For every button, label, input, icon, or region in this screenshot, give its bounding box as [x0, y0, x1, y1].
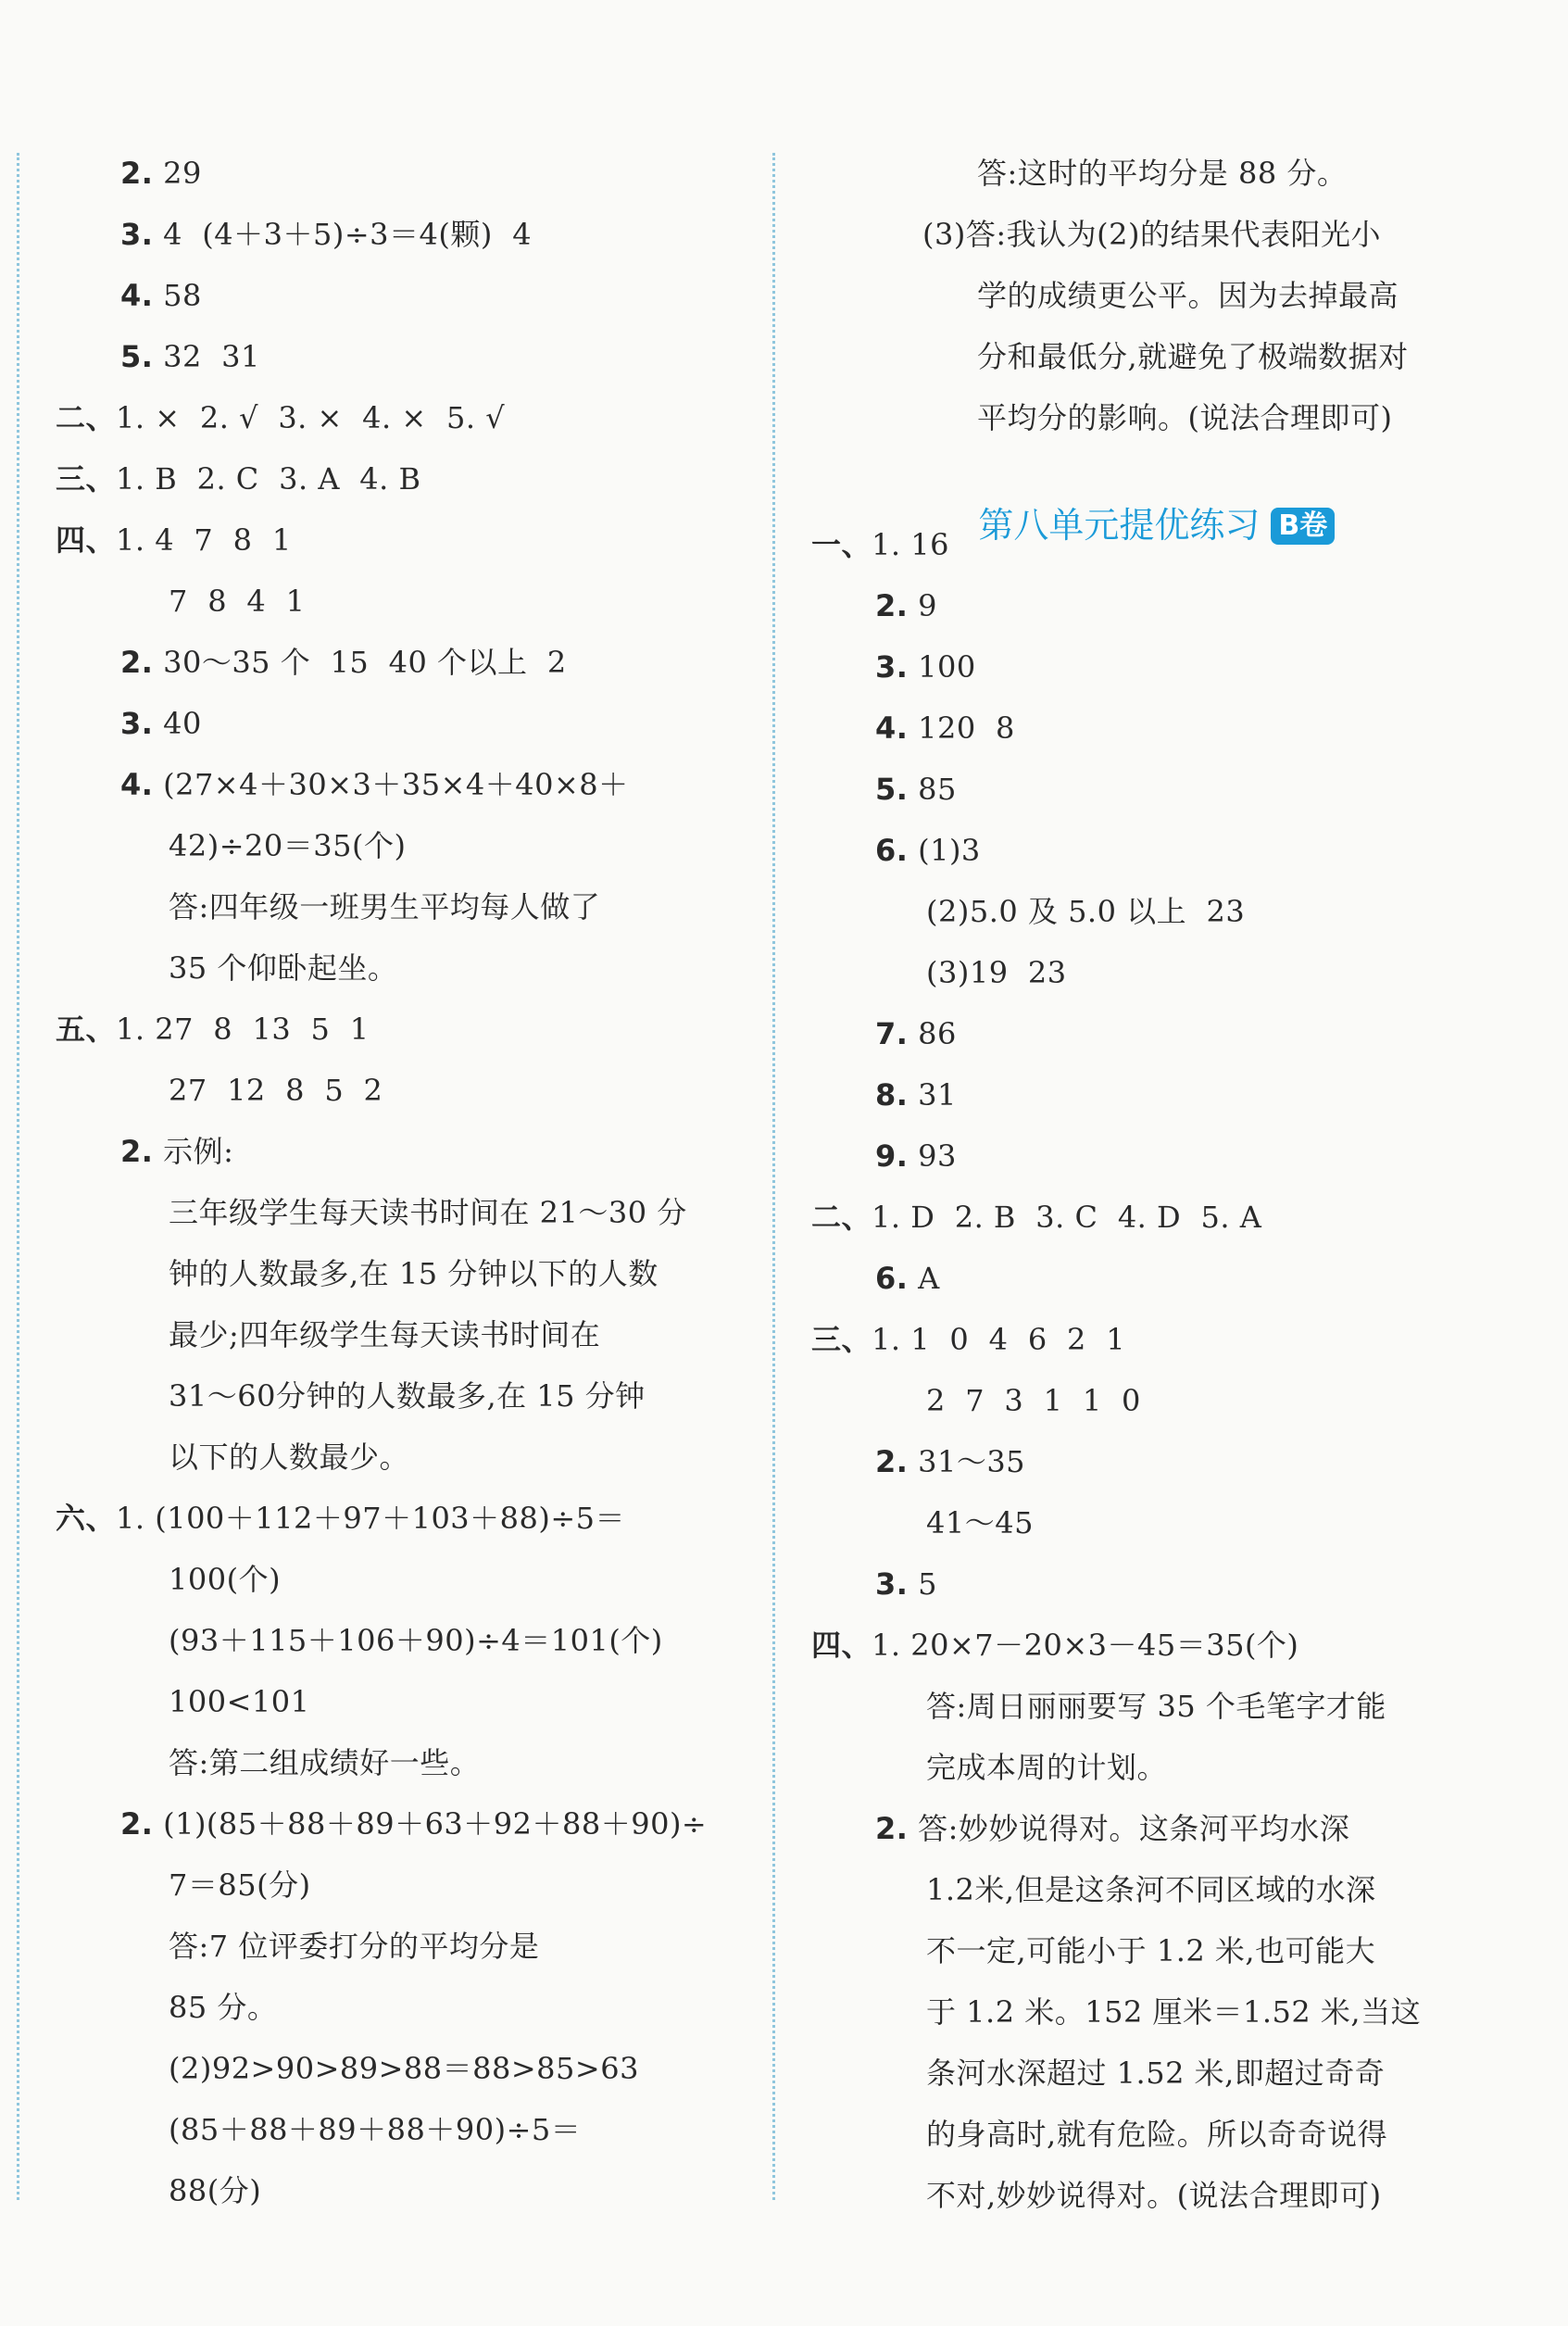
answer-text: 1. 20×7－20×3－45＝35(个) [872, 1628, 1299, 1663]
answer-text: 答:7 位评委打分的平均分是 [169, 1929, 540, 1964]
answer-line [926, 1502, 1034, 1543]
answer-line [169, 2109, 581, 2150]
answer-line [169, 1437, 409, 1477]
answer-line [169, 1192, 687, 1233]
answer-text: 31～60分钟的人数最多,在 15 分钟 [169, 1378, 646, 1414]
answer-line [120, 703, 202, 744]
answer-line [926, 1747, 1167, 1788]
answer-line [120, 336, 260, 377]
answer-line [875, 1258, 940, 1299]
answer-line [169, 948, 397, 988]
section-number: 三、 [811, 1322, 872, 1357]
answer-line [169, 581, 305, 622]
question-number: 2. [120, 156, 154, 191]
answer-line [926, 1686, 1386, 1727]
answer-text: 三年级学生每天读书时间在 21～30 分 [169, 1195, 687, 1230]
answer-text: (1)(85＋88＋89＋63＋92＋88＋90)÷ [153, 1806, 708, 1842]
answer-text: 答:周日丽丽要写 35 个毛笔字才能 [926, 1689, 1386, 1724]
answer-line [977, 397, 1392, 438]
question-number: 2. [875, 1811, 909, 1846]
section-number: 一、 [811, 527, 872, 562]
answer-line [875, 1441, 1025, 1482]
answer-line [169, 2170, 261, 2211]
answer-line [169, 825, 406, 866]
answer-text: (3)答:我认为(2)的结果代表阳光小 [922, 217, 1381, 252]
answer-line [922, 214, 1381, 255]
answer-line [120, 1804, 707, 1844]
question-number: 3. [120, 217, 154, 252]
answer-text: 钟的人数最多,在 15 分钟以下的人数 [169, 1256, 659, 1291]
answer-text: 1. (100＋112＋97＋103＋88)÷5＝ [116, 1501, 626, 1536]
question-number: 3. [875, 649, 909, 685]
answer-text: 答:这时的平均分是 88 分。 [977, 156, 1348, 191]
section-number: 三、 [56, 461, 117, 497]
section-number: 六、 [56, 1501, 117, 1536]
answer-text: 不一定,可能小于 1.2 米,也可能大 [926, 1933, 1376, 1968]
section-heading [934, 456, 1335, 595]
answer-line [926, 1992, 1421, 2032]
answer-line [926, 2114, 1387, 2155]
answer-text: 条河水深超过 1.52 米,即超过奇奇 [926, 2056, 1386, 2091]
answer-text: 93 [908, 1138, 957, 1174]
answer-text: 1. × 2. √ 3. × 4. × 5. √ [116, 400, 506, 435]
answer-text: 30～35 个 15 40 个以上 2 [153, 645, 567, 680]
answer-line [120, 642, 567, 683]
answer-line [875, 769, 957, 810]
answer-text: 42)÷20＝35(个) [169, 828, 407, 863]
answer-line [926, 1380, 1141, 1421]
answer-text: 1. D 2. B 3. C 4. D 5. A [872, 1200, 1262, 1235]
answer-line [56, 459, 420, 499]
answer-text: 最少;四年级学生每天读书时间在 [169, 1317, 601, 1352]
answer-line [926, 952, 1067, 993]
answer-text: 答:妙妙说得对。这条河平均水深 [908, 1811, 1350, 1846]
answer-line [120, 214, 532, 255]
answer-line [811, 1319, 1125, 1360]
answer-text: 示例: [153, 1134, 234, 1169]
answer-line [926, 1930, 1375, 1971]
answer-line [169, 1926, 539, 1967]
answer-line [875, 1013, 957, 1054]
answer-line [875, 585, 937, 626]
answer-line [875, 1564, 937, 1604]
answer-line [169, 1742, 480, 1783]
answer-text: 答:第二组成绩好一些。 [169, 1745, 481, 1780]
section-title: 第八单元提优练习 [978, 505, 1261, 546]
question-number: 4. [120, 278, 154, 313]
answer-line [875, 647, 976, 687]
answer-text: 9 [908, 588, 937, 623]
section-number: 二、 [811, 1200, 872, 1235]
answer-text: 100 [908, 649, 976, 685]
answer-line [811, 1625, 1298, 1666]
answer-line [977, 275, 1399, 316]
answer-text: (2)92>90>89>88＝88>85>63 [169, 2051, 639, 2086]
answer-line [926, 891, 1245, 932]
answer-text: 答:四年级一班男生平均每人做了 [169, 889, 601, 924]
answer-line [169, 2048, 639, 2089]
answer-text: 29 [153, 156, 202, 191]
question-number: 6. [875, 833, 909, 868]
question-number: 4. [875, 710, 909, 746]
answer-line [169, 1070, 383, 1111]
question-number: 4. [120, 767, 154, 802]
section-number: 四、 [811, 1628, 872, 1663]
question-number: 6. [875, 1261, 909, 1296]
answer-text: 88(分) [169, 2173, 262, 2208]
answer-text: (93＋115＋106＋90)÷4＝101(个) [169, 1623, 663, 1658]
answer-text: 平均分的影响。(说法合理即可) [977, 400, 1393, 435]
answer-text: 35 个仰卧起坐。 [169, 950, 398, 986]
answer-text: 85 分。 [169, 1990, 278, 2025]
answer-line [169, 1987, 277, 2028]
answer-line [875, 1136, 957, 1176]
answer-line [56, 397, 505, 438]
answer-line [926, 2175, 1382, 2216]
answer-text: (1)3 [908, 833, 981, 868]
answer-line [169, 1376, 646, 1416]
answer-line [811, 1197, 1261, 1238]
answer-line [977, 153, 1347, 194]
answer-text: 7＝85(分) [169, 1867, 311, 1903]
question-number: 2. [875, 588, 909, 623]
answer-text: 31 [908, 1077, 957, 1113]
answer-text: 完成本周的计划。 [926, 1750, 1168, 1785]
answer-text: 31～35 [908, 1444, 1026, 1479]
answer-text: 41～45 [926, 1505, 1034, 1540]
answer-text: 58 [153, 278, 202, 313]
answer-line [56, 520, 292, 560]
answer-text: (85＋88＋89＋88＋90)÷5＝ [169, 2112, 582, 2147]
answer-line [875, 830, 981, 871]
answer-line [56, 1498, 625, 1539]
answer-text: 1. 16 [872, 527, 949, 562]
question-number: 2. [875, 1444, 909, 1479]
answer-line [169, 1559, 281, 1600]
answer-text: 85 [908, 772, 957, 807]
answer-text: (2)5.0 及 5.0 以上 23 [926, 894, 1246, 929]
answer-text: 1. 4 7 8 1 [116, 522, 292, 558]
question-number: 2. [120, 1134, 154, 1169]
question-number: 5. [120, 339, 154, 374]
question-number: 9. [875, 1138, 909, 1174]
answer-line [169, 1865, 311, 1905]
answer-text: 以下的人数最少。 [169, 1440, 410, 1475]
answer-text: 的身高时,就有危险。所以奇奇说得 [926, 2117, 1388, 2152]
answer-line [169, 886, 600, 927]
answer-text: 1. 1 0 4 6 2 1 [872, 1322, 1126, 1357]
answer-line [977, 336, 1409, 377]
question-number: 2. [120, 1806, 154, 1842]
answer-text: 1. 27 8 13 5 1 [116, 1012, 370, 1047]
section-number: 二、 [56, 400, 117, 435]
answer-line [169, 1314, 600, 1355]
left-margin-divider [17, 153, 19, 2200]
answer-line [926, 2053, 1385, 2093]
answer-line [875, 708, 1015, 748]
answer-line [169, 1253, 659, 1294]
answer-text: 分和最低分,就避免了极端数据对 [977, 339, 1409, 374]
question-number: 3. [875, 1566, 909, 1602]
question-number: 7. [875, 1016, 909, 1051]
answer-text: 7 8 4 1 [169, 584, 306, 619]
answer-line [169, 1620, 663, 1661]
question-number: 5. [875, 772, 909, 807]
answer-text: 100(个) [169, 1562, 282, 1597]
answer-text: 5 [908, 1566, 937, 1602]
answer-line [875, 1075, 957, 1115]
answer-text: 4 (4＋3＋5)÷3＝4(颗) 4 [153, 217, 533, 252]
question-number: 8. [875, 1077, 909, 1113]
answer-text: 于 1.2 米。152 厘米＝1.52 米,当这 [926, 1994, 1422, 2030]
answer-text: 40 [153, 706, 202, 741]
answer-text: 32 31 [153, 339, 260, 374]
answer-line [926, 1869, 1376, 1910]
answer-line [120, 1131, 233, 1172]
answer-text: 27 12 8 5 2 [169, 1073, 383, 1108]
section-number: 五、 [56, 1012, 117, 1047]
question-number: 3. [120, 706, 154, 741]
answer-line [120, 275, 202, 316]
answer-text: 100<101 [169, 1684, 310, 1719]
answer-line [875, 1808, 1349, 1849]
answer-text: 学的成绩更公平。因为去掉最高 [977, 278, 1399, 313]
answer-text: 1. B 2. C 3. A 4. B [116, 461, 421, 497]
answer-text: 1.2米,但是这条河不同区域的水深 [926, 1872, 1376, 1907]
answer-text: (27×4＋30×3＋35×4＋40×8＋ [153, 767, 629, 802]
question-number: 2. [120, 645, 154, 680]
answer-line [169, 1681, 309, 1722]
answer-line [120, 764, 629, 805]
answer-text: 不对,妙妙说得对。(说法合理即可) [926, 2178, 1382, 2213]
answer-line [56, 1009, 370, 1050]
answer-line [811, 524, 949, 565]
answer-text: 120 8 [908, 710, 1015, 746]
section-badge: B卷 [1271, 508, 1335, 545]
answer-text: A [908, 1261, 940, 1296]
column-divider [772, 153, 775, 2200]
answer-text: 86 [908, 1016, 957, 1051]
answer-line [120, 153, 202, 194]
answer-text: (3)19 23 [926, 955, 1067, 990]
answer-text: 2 7 3 1 1 0 [926, 1383, 1141, 1418]
section-number: 四、 [56, 522, 117, 558]
